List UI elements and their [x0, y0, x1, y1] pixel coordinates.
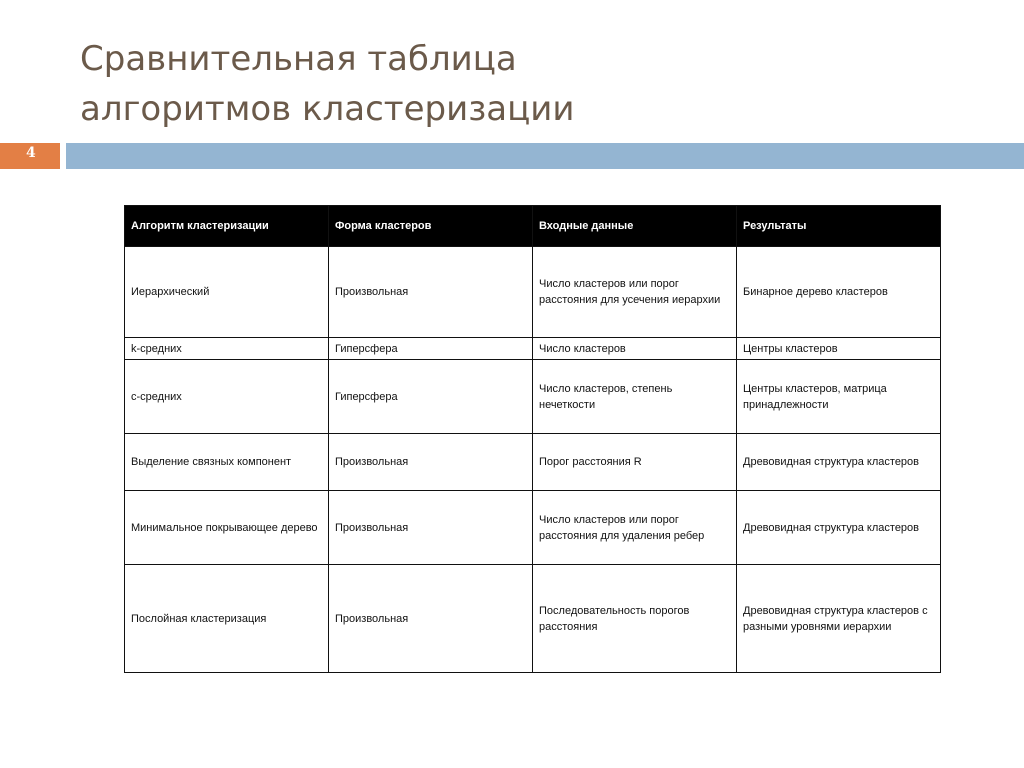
table-row: [125, 247, 941, 338]
cell-algorithm: Выделение связных компонент: [125, 434, 329, 491]
cell-results: Древовидная структура кластеров с разными уровнями иерархии: [737, 565, 941, 673]
cell-results: Древовидная структура кластеров: [737, 434, 941, 491]
table-row: [125, 491, 941, 565]
header-cluster-shape: Форма кластеров: [329, 206, 533, 247]
table-row: [125, 360, 941, 434]
slide-title-line1: Сравнительная таблица: [80, 39, 517, 79]
cell-results: Бинарное дерево кластеров: [737, 247, 941, 338]
table-header-row: [125, 206, 941, 247]
cell-results: Центры кластеров: [737, 338, 941, 360]
cell-cluster-shape: Гиперсфера: [329, 338, 533, 360]
cell-results: Древовидная структура кластеров: [737, 491, 941, 565]
cell-cluster-shape: Произвольная: [329, 565, 533, 673]
cell-algorithm: c-средних: [125, 360, 329, 434]
cell-algorithm: Минимальное покрывающее дерево: [125, 491, 329, 565]
cell-results: Центры кластеров, матрица принадлежности: [737, 360, 941, 434]
cell-input-data: Число кластеров или порог расстояния для усечения иерархии: [533, 247, 737, 338]
table-row: [125, 565, 941, 673]
cell-cluster-shape: Произвольная: [329, 247, 533, 338]
slide-title: [80, 34, 980, 134]
cell-cluster-shape: Произвольная: [329, 434, 533, 491]
cell-cluster-shape: Гиперсфера: [329, 360, 533, 434]
header-input-data: Входные данные: [533, 206, 737, 247]
cell-algorithm: Послойная кластеризация: [125, 565, 329, 673]
table-row: [125, 434, 941, 491]
header-results: Результаты: [737, 206, 941, 247]
cell-input-data: Порог расстояния R: [533, 434, 737, 491]
cell-input-data: Число кластеров: [533, 338, 737, 360]
cell-cluster-shape: Произвольная: [329, 491, 533, 565]
comparison-table: [124, 205, 941, 673]
accent-bar: [66, 143, 1024, 169]
cell-input-data: Число кластеров или порог расстояния для удаления ребер: [533, 491, 737, 565]
cell-input-data: Последовательность порогов расстояния: [533, 565, 737, 673]
cell-input-data: Число кластеров, степень нечеткости: [533, 360, 737, 434]
cell-algorithm: k-средних: [125, 338, 329, 360]
slide-number: 4: [26, 145, 36, 161]
slide-title-line2: алгоритмов кластеризации: [80, 89, 575, 129]
header-algorithm: Алгоритм кластеризации: [125, 206, 329, 247]
table-row: [125, 338, 941, 360]
cell-algorithm: Иерархический: [125, 247, 329, 338]
